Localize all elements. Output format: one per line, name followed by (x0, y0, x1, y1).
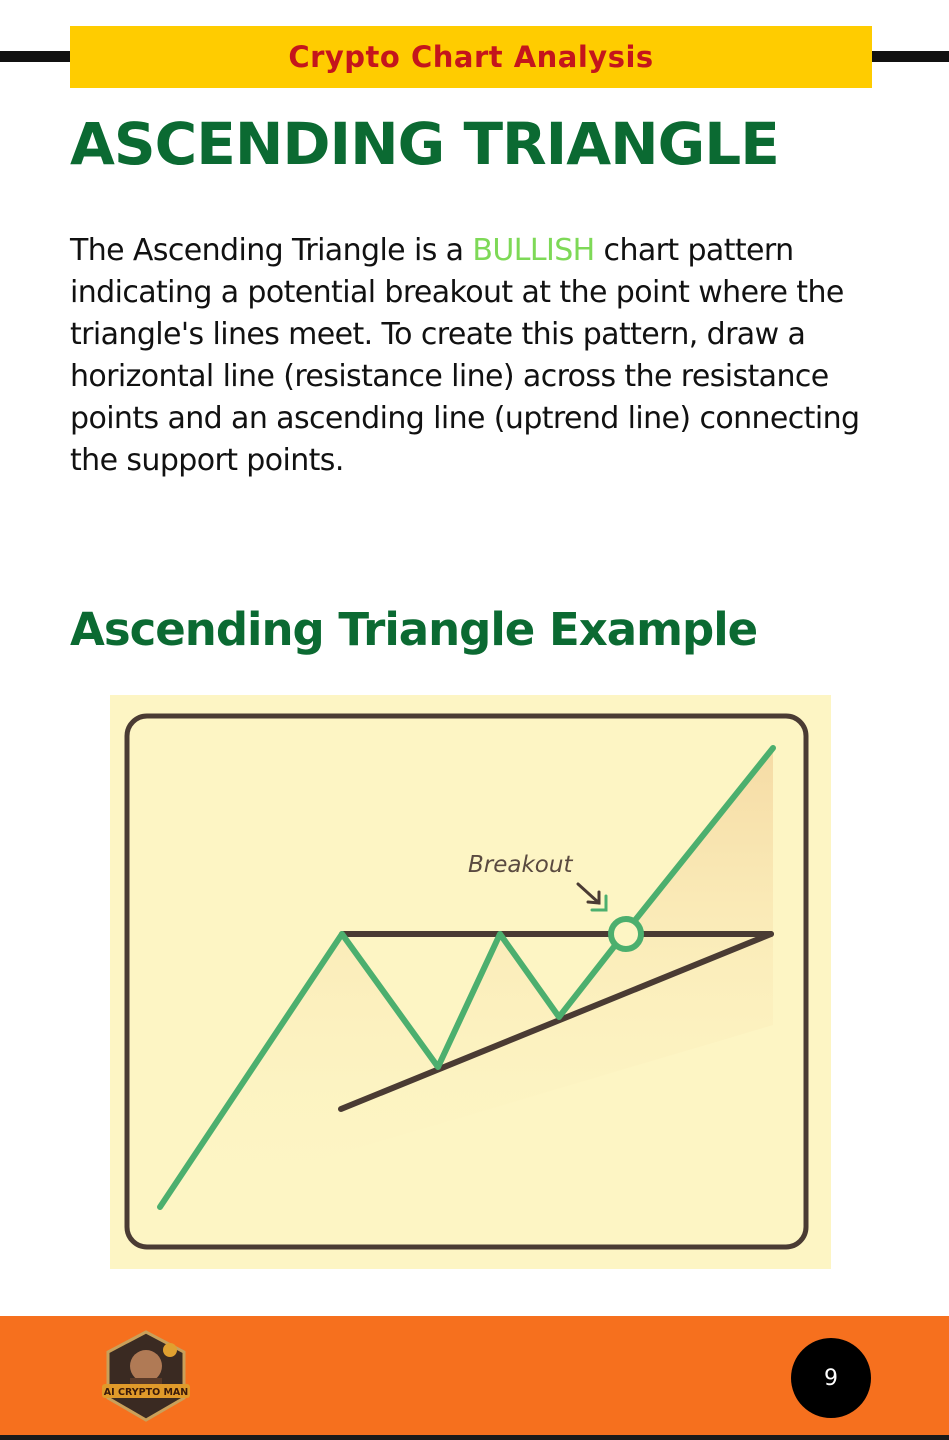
pattern-illustration (110, 695, 831, 1269)
breakout-marker (611, 919, 641, 949)
intro-paragraph (70, 230, 890, 482)
breakout-label: Breakout (468, 852, 573, 878)
page-number: 9 (824, 1365, 838, 1391)
section-title: Ascending Triangle Example (70, 603, 758, 656)
logo-text: AI CRYPTO MAN (103, 1387, 189, 1398)
shaded-area (160, 748, 773, 1207)
intro-text-after: chart pattern indicating a potential breakout at the point where the triangle's lines meet. To create this pattern, draw a horizontal line (resistance line) across the resistance points and an ascending line (uptrend line) connecting the support points. (70, 233, 860, 478)
intro-highlight-bullish: BULLISH (472, 233, 595, 268)
page-number-badge (791, 1338, 871, 1418)
header-banner-text: Crypto Chart Analysis (288, 40, 654, 74)
intro-text-before: The Ascending Triangle is a (70, 233, 473, 268)
page-title: ASCENDING TRIANGLE (70, 110, 779, 178)
header-banner (70, 26, 872, 88)
top-rule-right (859, 51, 949, 62)
top-rule-left (0, 51, 80, 62)
pattern-illustration-svg (110, 695, 831, 1269)
breakout-arrow-icon (578, 884, 599, 903)
footer-bar (0, 1316, 949, 1440)
ai-crypto-man-logo (100, 1330, 192, 1422)
footer-bottom-line (0, 1435, 949, 1440)
